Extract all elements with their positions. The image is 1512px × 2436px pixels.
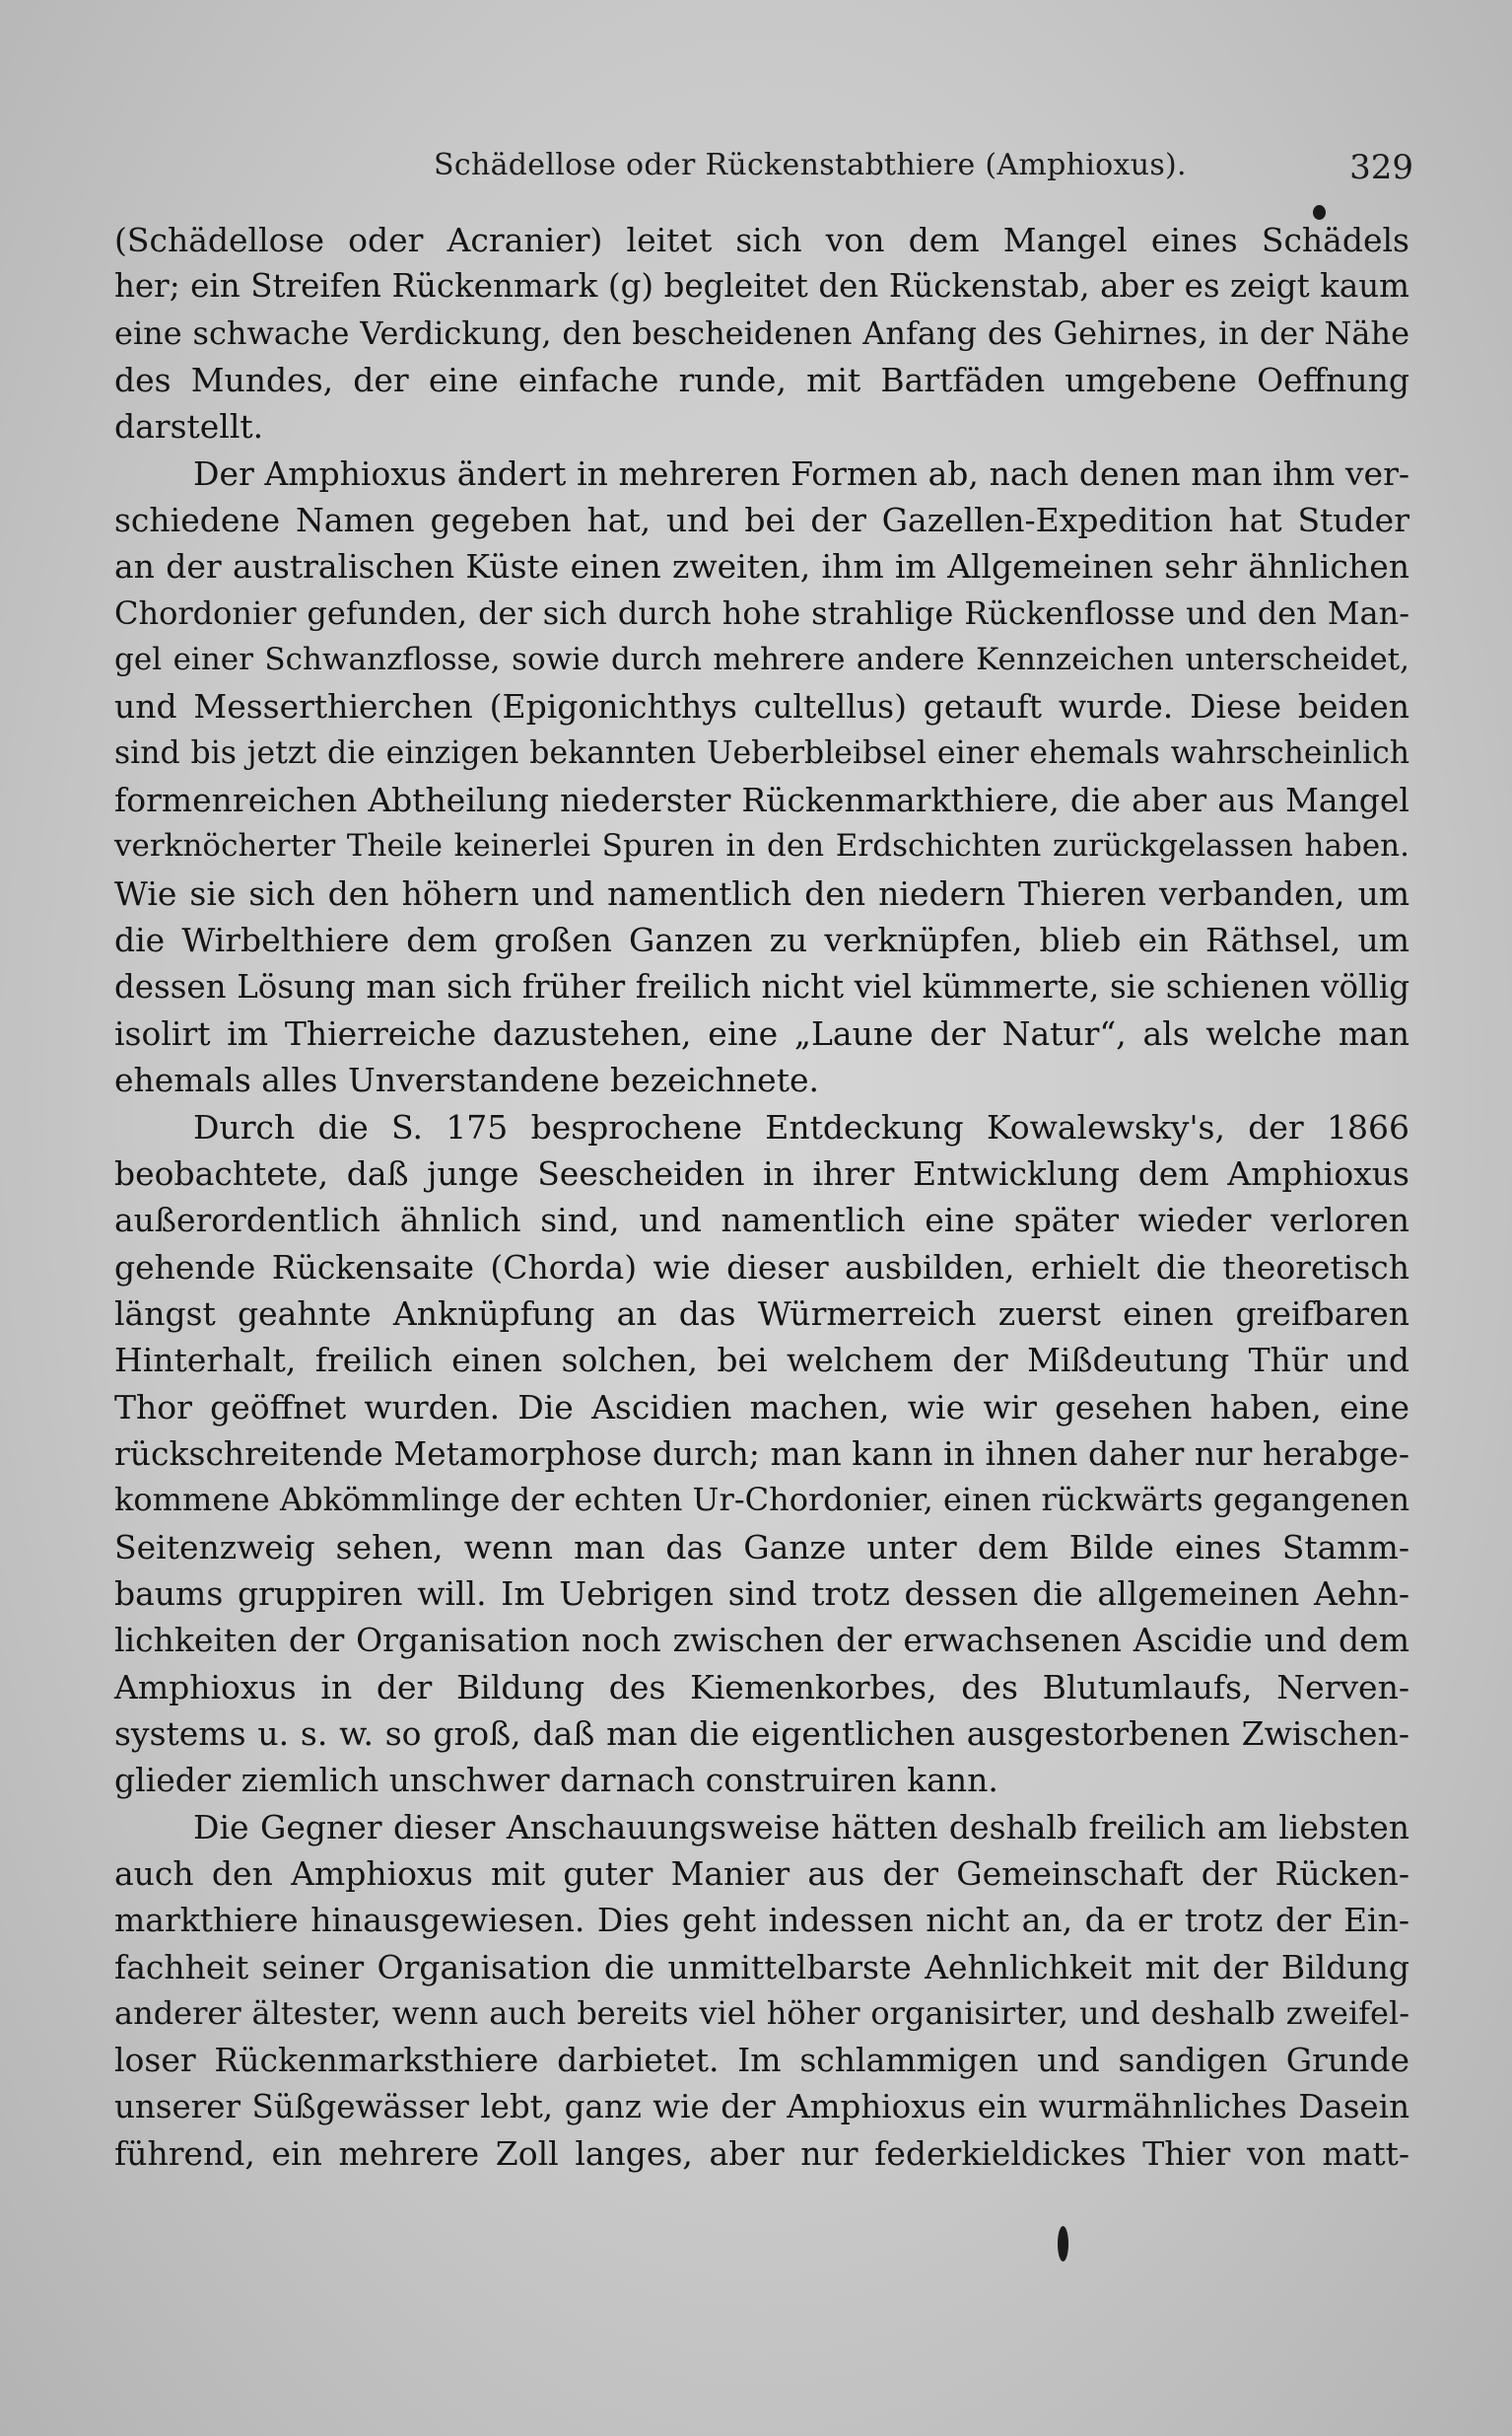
text-line: außerordentlich ähnlich sind, und namentlich eine später wieder verloren bbox=[114, 1201, 1409, 1240]
text-line: Durch die S. 175 besprochene Entdeckung Kowalewsky's, der 1866 bbox=[193, 1107, 1409, 1147]
text-line: und Messerthierchen (Epigonichthys cultellus) getauft wurde. Diese beiden bbox=[114, 687, 1409, 727]
text-line: fachheit seiner Organisation die unmittelbarste Aehnlichkeit mit der Bildung bbox=[114, 1947, 1409, 1986]
text-line: her; ein Streifen Rückenmark (g) begleitet den Rückenstab, aber es zeigt kaum bbox=[114, 267, 1409, 306]
text-line: systems u. s. w. so groß, daß man die eigentlichen ausgestorbenen Zwischen- bbox=[114, 1714, 1409, 1753]
text-line: längst geahnte Anknüpfung an das Würmerreich zuerst einen greifbaren bbox=[114, 1293, 1409, 1333]
text-line: isolirt im Thierreiche dazustehen, eine „Laune der Natur“, als welche man bbox=[114, 1013, 1409, 1053]
text-line: verknöcherter Theile keinerlei Spuren in den Erdschichten zurückgelassen haben. bbox=[114, 828, 1409, 865]
ink-blot bbox=[1058, 2226, 1068, 2262]
text-line: Der Amphioxus ändert in mehreren Formen ab, nach denen man ihm ver- bbox=[193, 453, 1409, 493]
text-line: sind bis jetzt die einzigen bekannten Ueberbleibsel einer ehemals wahrscheinlich bbox=[114, 734, 1409, 771]
text-line: dessen Lösung man sich früher freilich nicht viel kümmerte, sie schienen völlig bbox=[114, 967, 1409, 1006]
text-line: Die Gegner dieser Anschauungsweise hätten deshalb freilich am liebsten bbox=[193, 1807, 1409, 1846]
text-line: unserer Süßgewässer lebt, ganz wie der Amphioxus ein wurmähnliches Dasein bbox=[114, 2087, 1409, 2125]
text-line: (Schädellose oder Acranier) leitet sich von dem Mangel eines Schädels bbox=[114, 221, 1409, 259]
text-line: Amphioxus in der Bildung des Kiemenkorbes, des Blutumlaufs, Nerven- bbox=[114, 1667, 1409, 1706]
text-line: baums gruppiren will. Im Uebrigen sind trotz dessen die allgemeinen Aehn- bbox=[114, 1573, 1409, 1613]
text-line: kommene Abkömmlinge der echten Ur-Chordonier, einen rückwärts gegangenen bbox=[114, 1481, 1410, 1519]
text-line: markthiere hinausgewiesen. Dies geht indessen nicht an, da er trotz der Ein- bbox=[114, 1901, 1409, 1940]
text-line: loser Rückenmarksthiere darbietet. Im schlammigen und sandigen Grunde bbox=[114, 2041, 1409, 2080]
running-head: Schädellose oder Rückenstabthiere (Amphioxus). bbox=[434, 148, 1187, 182]
text-line: Thor geöffnet wurden. Die Ascidien machen, wie wir gesehen haben, eine bbox=[114, 1387, 1409, 1427]
text-line: die Wirbelthiere dem großen Ganzen zu verknüpfen, blieb ein Räthsel, um bbox=[114, 921, 1409, 960]
text-line: Chordonier gefunden, der sich durch hohe strahlige Rückenflosse und den Man- bbox=[114, 593, 1409, 632]
text-line: führend, ein mehrere Zoll langes, aber nur federkieldickes Thier von matt- bbox=[114, 2134, 1409, 2174]
text-line: gel einer Schwanzflosse, sowie durch mehrere andere Kennzeichen unterscheidet, bbox=[114, 642, 1409, 678]
text-line: lichkeiten der Organisation noch zwischen der erwachsenen Ascidie und dem bbox=[114, 1621, 1409, 1660]
text-line: rückschreitende Metamorphose durch; man kann in ihnen daher nur herabge- bbox=[114, 1433, 1409, 1473]
text-line: des Mundes, der eine einfache runde, mit Bartfäden umgebene Oeffnung bbox=[114, 361, 1409, 400]
text-line: glieder ziemlich unschwer darnach construiren kann. bbox=[114, 1761, 998, 1800]
text-line: Hinterhalt, freilich einen solchen, bei welchem der Mißdeutung Thür und bbox=[114, 1341, 1409, 1380]
page-number: 329 bbox=[1349, 148, 1413, 187]
text-line: Seitenzweig sehen, wenn man das Ganze unter dem Bilde eines Stamm- bbox=[114, 1527, 1409, 1566]
text-line: schiedene Namen gegeben hat, und bei der Gazellen-Expedition hat Studer bbox=[114, 501, 1409, 540]
text-line: an der australischen Küste einen zweiten, ihm im Allgemeinen sehr ähnlichen bbox=[114, 547, 1409, 587]
text-line: ehemals alles Unverstandene bezeichnete. bbox=[114, 1061, 819, 1100]
body-text bbox=[114, 217, 1409, 2177]
text-line: auch den Amphioxus mit guter Manier aus der Gemeinschaft der Rücken- bbox=[114, 1854, 1409, 1894]
text-line: beobachtete, daß junge Seescheiden in ihrer Entwicklung dem Amphioxus bbox=[114, 1153, 1409, 1193]
text-line: gehende Rückensaite (Chorda) wie dieser ausbilden, erhielt die theoretisch bbox=[114, 1247, 1409, 1287]
text-line: eine schwache Verdickung, den bescheidenen Anfang des Gehirnes, in der Nähe bbox=[114, 313, 1409, 352]
text-line: anderer ältester, wenn auch bereits viel höher organisirter, und deshalb zweifel- bbox=[114, 1994, 1409, 2033]
text-line: formenreichen Abtheilung niederster Rückenmarkthiere, die aber aus Mangel bbox=[114, 781, 1409, 820]
text-line: darstellt. bbox=[114, 407, 264, 447]
text-line: Wie sie sich den höhern und namentlich den niedern Thieren verbanden, um bbox=[114, 873, 1409, 913]
